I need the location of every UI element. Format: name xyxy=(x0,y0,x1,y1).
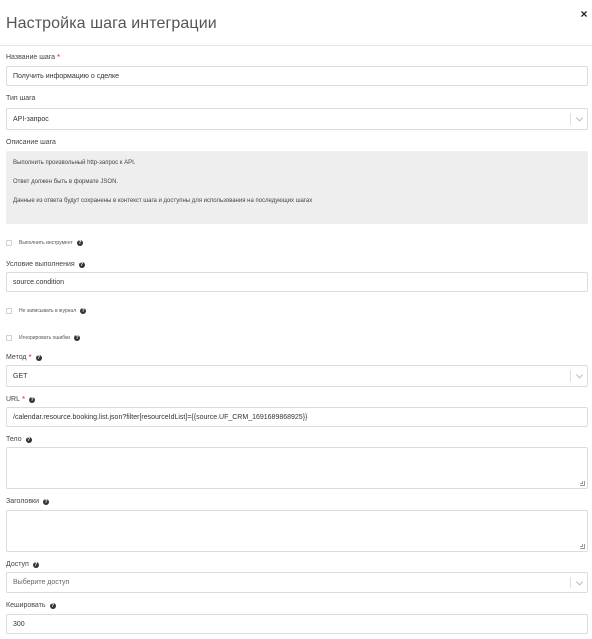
description-label-text: Описание шага xyxy=(6,139,56,146)
method-label-text: Метод xyxy=(6,354,27,361)
select-separator xyxy=(570,577,571,588)
access-placeholder: Выберите доступ xyxy=(13,579,70,586)
modal-title: Настройка шага интеграции xyxy=(6,15,217,32)
ignore-errors-checkbox[interactable] xyxy=(6,335,12,341)
step-type-select[interactable] xyxy=(6,108,588,130)
no-log-label: Не записывать в журнал xyxy=(19,308,77,314)
ignore-errors-checkbox-row[interactable] xyxy=(6,335,80,341)
chevron-down-icon[interactable] xyxy=(576,578,583,585)
method-label xyxy=(6,353,42,362)
run-tool-checkbox[interactable] xyxy=(6,240,12,246)
required-mark: * xyxy=(22,395,26,404)
condition-input[interactable] xyxy=(6,272,588,292)
cache-input[interactable] xyxy=(6,614,588,634)
required-mark: * xyxy=(57,53,61,62)
help-icon[interactable]: ? xyxy=(34,561,38,568)
step-type-label-text: Тип шага xyxy=(6,95,36,102)
help-icon[interactable]: ? xyxy=(27,436,31,443)
access-label-text: Доступ xyxy=(6,561,29,568)
resize-handle-icon[interactable] xyxy=(580,544,585,549)
step-name-value: Получить информацию о сделке xyxy=(13,72,120,80)
step-name-input[interactable] xyxy=(6,66,588,86)
chevron-down-icon[interactable] xyxy=(576,371,583,378)
cache-label-text: Кешировать xyxy=(6,602,46,609)
help-icon[interactable]: ? xyxy=(44,498,48,505)
condition-label-text: Условие выполнения xyxy=(6,261,75,268)
ignore-errors-label: Игнорировать ошибки xyxy=(19,335,71,341)
title-divider xyxy=(0,45,592,46)
url-input[interactable] xyxy=(6,407,588,427)
step-type-label xyxy=(6,95,35,102)
access-label xyxy=(6,561,39,568)
step-type-selected: API-запрос xyxy=(13,115,49,123)
run-tool-label: Выполнить инструмент xyxy=(19,240,73,246)
cache-label xyxy=(6,602,56,609)
description-line: Выполнить произвольный http-запрос к API. xyxy=(13,160,136,166)
body-textarea[interactable] xyxy=(6,447,588,489)
run-tool-checkbox-row[interactable] xyxy=(6,240,83,246)
url-value: /calendar.resource.booking.list.json?filter[resourceIdList]={{source.UF_CRM_1691689868925}} xyxy=(13,413,308,421)
body-label-text: Тело xyxy=(6,436,22,443)
description-line: Ответ должен быть в формате JSON. xyxy=(13,179,119,185)
resize-handle-icon[interactable] xyxy=(580,481,585,486)
select-separator xyxy=(570,370,571,382)
step-name-label-text: Название шага xyxy=(6,54,56,61)
method-select[interactable] xyxy=(6,365,588,387)
method-selected: GET xyxy=(13,372,28,380)
required-mark: * xyxy=(28,353,32,362)
select-separator xyxy=(570,113,571,125)
url-label-text: URL xyxy=(6,396,21,403)
help-icon[interactable]: ? xyxy=(78,240,82,246)
help-icon[interactable]: ? xyxy=(37,354,41,361)
access-select[interactable] xyxy=(6,572,588,593)
help-icon[interactable]: ? xyxy=(80,261,84,268)
headers-label-text: Заголовки xyxy=(6,498,40,505)
headers-label xyxy=(6,498,49,505)
cache-value: 300 xyxy=(13,620,25,628)
no-log-checkbox-row[interactable] xyxy=(6,308,86,314)
description-line: Данные из ответа будут сохранены в контекст шага и доступны для использования на последующих шагах xyxy=(13,198,313,204)
help-icon[interactable]: ? xyxy=(81,308,85,314)
chevron-down-icon[interactable] xyxy=(576,114,583,121)
step-name-label xyxy=(6,53,60,62)
close-icon[interactable]: × xyxy=(580,7,588,21)
description-label xyxy=(6,139,56,146)
body-label xyxy=(6,436,32,443)
help-icon[interactable]: ? xyxy=(75,335,79,341)
help-icon[interactable]: ? xyxy=(30,396,34,403)
url-label xyxy=(6,395,35,404)
condition-value: source.condition xyxy=(13,278,64,286)
headers-textarea[interactable] xyxy=(6,510,588,552)
no-log-checkbox[interactable] xyxy=(6,308,12,314)
description-box xyxy=(6,151,588,224)
condition-label xyxy=(6,261,85,268)
help-icon[interactable]: ? xyxy=(50,602,55,609)
